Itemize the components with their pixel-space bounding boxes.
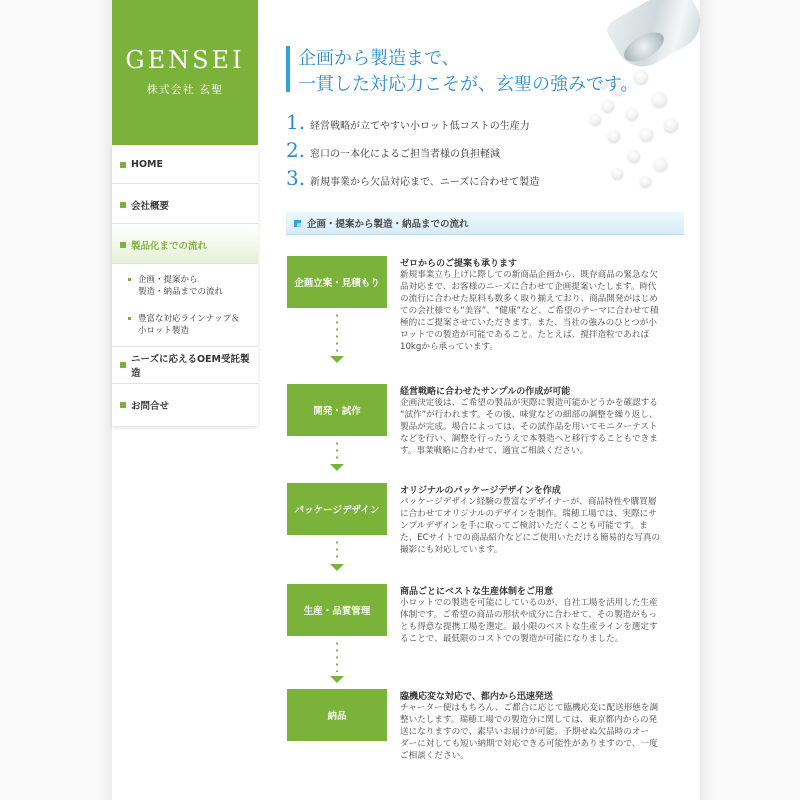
flow-connector-dots — [336, 539, 338, 561]
square-bullet-icon — [120, 242, 126, 248]
feature-number: 2. — [286, 138, 306, 162]
nav-item-home[interactable] — [112, 146, 258, 184]
text-line: ダーに対しても短い納期で対応できる可能性がありますので、一度 — [400, 739, 658, 749]
text-line: ンプルデザインを手に取ってご検討いただくことも可能です。ま — [400, 521, 648, 531]
logo-wordmark: GENSEI — [125, 46, 245, 74]
feature-text: 経営戦略が立てやすい小ロット低コストの生産力 — [310, 121, 530, 132]
nav-item-company[interactable] — [112, 186, 258, 224]
nav-item-label: ニーズに応えるOEM受託製造 — [130, 354, 250, 379]
arrow-down-icon — [330, 564, 344, 571]
section-title: 企画・提案から製造・納品までの流れ — [307, 219, 469, 230]
text-line: とも得意な提携工場を選定。最小限のベストな生産ラインを選定す — [400, 622, 658, 632]
pill-image — [608, 130, 620, 142]
pill-image — [640, 128, 653, 141]
text-line: 製品が完成。場合によっては、その試作品を用いてモニターテスト — [400, 422, 658, 432]
text-line: 品対応まで、お客様のニーズに合わせて企画提案いたします。時代 — [400, 282, 657, 292]
pill-image — [640, 176, 651, 187]
flow-step-box: 開発・試作 — [287, 384, 387, 436]
square-bullet-icon — [120, 162, 126, 168]
flow-step-heading: 経営戦略に合わせたサンプルの作成が可能 — [400, 387, 571, 397]
feature-number: 3. — [286, 166, 306, 190]
text-line: などを行い、調整を行ったうえで本製造へと移行することもできま — [400, 434, 658, 444]
hero-heading-line2: 一貫した対応力こそが、玄聖の強みです。 — [298, 74, 639, 95]
text-line: ることで、最低限のコストでの製造が可能になりました。 — [400, 634, 624, 644]
text-line: 企画決定後は、ご希望の製品が実際に製造可能かどうかを確認する — [400, 398, 658, 408]
arrow-down-icon — [330, 356, 344, 363]
nav-subitem-flow[interactable] — [112, 274, 258, 298]
flow-step-description — [400, 269, 686, 353]
nav-item-label: お問合せ — [131, 401, 170, 412]
flow-step-box: 企画立案・見積もり — [287, 256, 387, 308]
sidebar-nav — [112, 146, 258, 426]
text-line: 10kgから承っています。 — [400, 342, 499, 352]
pill-image — [602, 100, 614, 112]
text-line: ての会社様でも“美容”、“健康”など、ご希望のテーマに合わせて積 — [400, 306, 659, 316]
pill-image — [590, 114, 601, 125]
text-line: の流行に合わせた原料も数多く取り揃えており、商品開発がはじめ — [400, 294, 658, 304]
nav-item-label: 製品化までの流れ — [131, 240, 208, 252]
pill-image — [664, 118, 678, 132]
text-line: に合わせてオリジナルのデザインを制作。瑞穂工場では、実際にサ — [400, 509, 657, 519]
feature-number: 1. — [286, 110, 306, 134]
flow-step-box: パッケージデザイン — [287, 483, 387, 535]
flow-step-heading: ゼロからのご提案も承ります — [400, 259, 518, 269]
text-line: 小ロットでの製造を可能にしているのが、自社工場を活用した生産 — [400, 598, 658, 608]
hero-accent-bar — [286, 46, 290, 92]
flow-step-heading: 商品ごとにベストな生産体制をご用意 — [400, 587, 554, 597]
text-line: 極的にご提案させていただきます。また、当社の強みのひとつが小 — [400, 318, 657, 328]
square-bullet-icon — [294, 220, 301, 227]
arrow-down-icon — [330, 676, 344, 683]
nav-item-flow[interactable] — [112, 226, 258, 264]
square-bullet-icon — [120, 202, 126, 208]
flow-step-description — [400, 597, 686, 645]
flow-step-description — [400, 702, 686, 762]
nav-subitem-line2: 小ロット製造 — [138, 326, 189, 336]
feature-text: 新規事業から欠品対応まで、ニーズに合わせて製造 — [310, 177, 540, 188]
flow-step-description — [400, 397, 686, 457]
nav-item-contact[interactable] — [112, 386, 258, 424]
page-shadow-right — [700, 0, 714, 800]
nav-subitem-line1: 企画・提案から — [138, 275, 198, 285]
flow-connector-dots — [336, 312, 338, 352]
pill-image — [612, 168, 623, 179]
text-line: ご相談ください。 — [400, 751, 469, 761]
square-bullet-icon — [120, 362, 126, 368]
small-square-bullet-icon — [128, 317, 131, 320]
site-logo[interactable] — [112, 0, 258, 145]
text-line: た、ECサイトでの商品紹介などにご使用いただける簡易的な写真の — [400, 533, 661, 543]
text-line: ロットでの製造が可能であること。たとえば、撹拌造粒であれば — [400, 330, 650, 340]
flow-step-heading: 臨機応変な対応で、都内から迅速発送 — [400, 692, 553, 702]
text-line: 撮影にも対応しています。 — [400, 545, 503, 555]
arrow-down-icon — [330, 464, 344, 471]
text-line: パッケージデザイン経験の豊富なデザイナーが、商品特性や購買層 — [400, 497, 657, 507]
nav-item-label: HOME — [131, 159, 163, 170]
flow-step-box: 生産・品質管理 — [287, 584, 387, 636]
nav-subitem-line1: 豊富な対応ラインナップ＆ — [138, 314, 240, 324]
flow-connector-dots — [336, 640, 338, 672]
feature-text: 窓口の一本化によるご担当者様の負担軽減 — [310, 149, 500, 160]
nav-subitem-line2: 製造・納品までの流れ — [138, 287, 224, 297]
pill-image — [626, 108, 638, 120]
square-bullet-icon — [120, 402, 126, 408]
page-shadow-left — [98, 0, 112, 800]
flow-connector-dots — [336, 440, 338, 460]
text-line: 整いたします。瑞穂工場での製造分に関しては、東京都内からの発 — [400, 715, 658, 725]
section-header — [286, 212, 684, 235]
flow-step-description — [400, 496, 686, 556]
pill-image — [654, 158, 667, 171]
text-line: チャーター便はもちろん、ご都合に応じて臨機応変に配送形態を調 — [400, 703, 659, 713]
hero-heading-line1: 企画から製造まで、 — [298, 48, 460, 69]
text-line: す。事業戦略に合わせて、適宜ご相談ください。 — [400, 446, 589, 456]
pill-image — [628, 150, 640, 162]
flow-step-heading: オリジナルのパッケージデザインを作成 — [400, 486, 561, 496]
text-line: “試作”が行われます。その後、味覚などの細部の調整を繰り返し、 — [400, 410, 658, 420]
logo-company-name: 株式会社 玄聖 — [146, 83, 224, 96]
nav-subitem-lineup[interactable] — [112, 313, 258, 337]
text-line: 送になりますので、素早いお届けが可能。予期せぬ欠品時のオー — [400, 727, 650, 737]
text-line: 新規事業立ち上げに際しての新商品企画から、既存商品の緊急な欠 — [400, 270, 658, 280]
pill-image — [652, 92, 667, 107]
small-square-bullet-icon — [128, 278, 131, 281]
nav-item-oem[interactable] — [112, 346, 258, 384]
text-line: 体制です。ご希望の商品の形状や成分に合わせて、その製造がもっ — [400, 610, 657, 620]
nav-item-label: 会社概要 — [131, 200, 170, 212]
flow-step-box: 納品 — [287, 689, 387, 741]
